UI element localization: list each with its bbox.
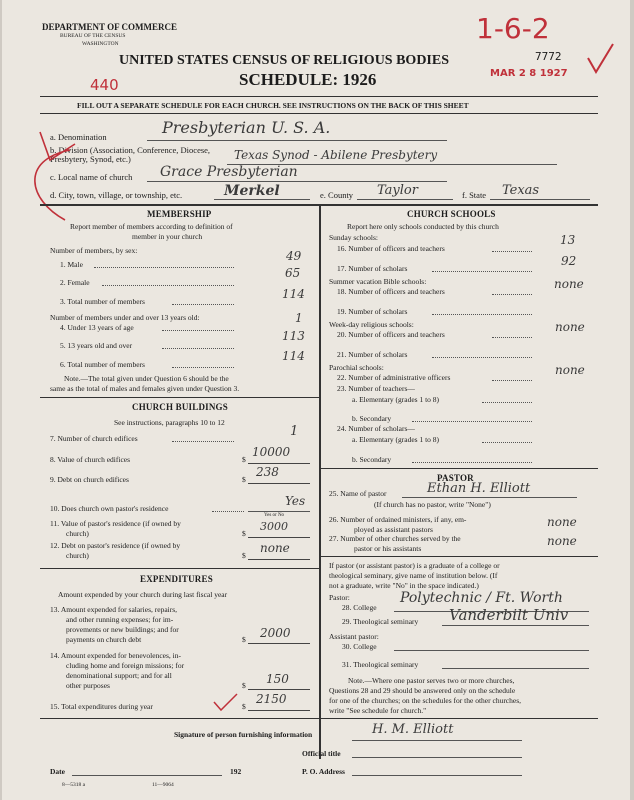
- q27-label-b: pastor or his assistants: [354, 544, 422, 553]
- q2-value: 65: [285, 266, 301, 280]
- official-title-label: Official title: [302, 749, 341, 758]
- q26-value: none: [547, 515, 577, 529]
- q18-label: 18. Number of officers and teachers: [337, 287, 445, 296]
- sunday-label: Sunday schools:: [329, 233, 378, 242]
- q14-label-b: cluding home and foreign missions; for: [66, 661, 185, 670]
- q13-label-b: and other running expenses; for im-: [66, 615, 174, 624]
- membership-note2: same as the total of males and females given under Question 3.: [50, 384, 240, 393]
- red-check-icon: [212, 692, 240, 714]
- by-sex-label: Number of members, by sex:: [50, 246, 138, 255]
- city-field-value: Merkel: [224, 183, 280, 199]
- division-value: Texas Synod - Abilene Presbytery: [234, 148, 438, 162]
- state-value: Texas: [502, 183, 540, 198]
- q28-value: Polytechnic / Ft. Worth: [400, 590, 563, 606]
- membership-heading: MEMBERSHIP: [147, 209, 212, 219]
- state-label: f. State: [462, 190, 487, 200]
- pastor-note-3: for one of the churches; on the schedules for the other churches,: [329, 696, 522, 705]
- q7-label: 7. Number of church edifices: [50, 434, 138, 443]
- q9-label: 9. Debt on church edifices: [50, 475, 129, 484]
- q25-note: (If church has no pastor, write "None"): [374, 500, 491, 509]
- q14-label-a: 14. Amount expended for benevolences, in-: [50, 651, 182, 660]
- denomination-value: Presbyterian U. S. A.: [162, 118, 331, 137]
- local-name-label: c. Local name of church: [50, 172, 133, 182]
- date-label: Date: [50, 767, 65, 776]
- q15-label: 15. Total expenditures during year: [50, 702, 153, 711]
- received-stamp-date: MAR 2 8 1927: [490, 68, 568, 79]
- q23b-label: b. Secondary: [352, 414, 392, 423]
- expenditures-heading: EXPENDITURES: [140, 574, 213, 584]
- q17-value: 92: [561, 254, 577, 268]
- q28-label: 28. College: [342, 603, 377, 612]
- q18-value: none: [554, 277, 584, 291]
- summer-label: Summer vacation Bible schools:: [329, 277, 427, 286]
- print-code: 11—9064: [152, 782, 174, 788]
- city-field-label: d. City, town, village, or township, etc.: [50, 190, 183, 200]
- handwritten-440: 440: [90, 76, 119, 94]
- q13-label-a: 13. Amount expended for salaries, repairs,: [50, 605, 178, 614]
- membership-note1: Note.—The total given under Question 6 should be the: [64, 374, 229, 383]
- yes-or-no-hint: Yes or No: [264, 513, 285, 518]
- pastor-note-2: Questions 28 and 29 should be answered only on the schedule: [329, 686, 516, 695]
- buildings-sub: See instructions, paragraphs 10 to 12: [114, 418, 225, 427]
- q10-value: Yes: [285, 494, 306, 508]
- q12-value: none: [260, 541, 290, 555]
- local-name-value: Grace Presbyterian: [160, 164, 298, 180]
- graduate-note-3: not a graduate, write "No" in the space indicated.): [329, 581, 479, 590]
- pastor-note-4: write "See schedule for church.": [329, 706, 427, 715]
- parochial-label: Parochial schools:: [329, 363, 384, 372]
- q27-label-a: 27. Number of other churches served by the: [329, 534, 461, 543]
- q24b-label: b. Secondary: [352, 455, 392, 464]
- q24-label: 24. Number of scholars—: [337, 424, 415, 433]
- county-value: Taylor: [377, 183, 418, 198]
- q5-label: 5. 13 years old and over: [60, 341, 133, 350]
- q27-value: none: [547, 534, 577, 548]
- q4-label: 4. Under 13 years of age: [60, 323, 134, 332]
- graduate-note-1: If pastor (or assistant pastor) is a graduate of a college or: [329, 561, 500, 570]
- dept-label: DEPARTMENT OF COMMERCE: [42, 22, 178, 32]
- q10-label: 10. Does church own pastor's residence: [50, 504, 169, 513]
- checkmark-icon: [586, 40, 616, 80]
- graduate-note-2: theological seminary, give name of institution below. (If: [329, 571, 498, 580]
- pastor-sublabel: Pastor:: [329, 593, 350, 602]
- q17-label: 17. Number of scholars: [337, 264, 408, 273]
- q8-value: 10000: [252, 445, 291, 459]
- q3-value: 114: [282, 287, 305, 301]
- city-label: WASHINGTON: [82, 41, 119, 47]
- q23-label: 23. Number of teachers—: [337, 384, 415, 393]
- membership-sub2: member in your church: [132, 232, 203, 241]
- county-label: e. County: [320, 190, 354, 200]
- handwritten-corner-code: 1-6-2: [476, 12, 550, 45]
- q3-label: 3. Total number of members: [60, 297, 145, 306]
- form-title: UNITED STATES CENSUS OF RELIGIOUS BODIES: [119, 53, 450, 68]
- schools-sub: Report here only schools conducted by this church: [347, 222, 499, 231]
- q19-label: 19. Number of scholars: [337, 307, 408, 316]
- q22-label: 22. Number of administrative officers: [337, 373, 451, 382]
- q12-label-b: church): [66, 551, 89, 560]
- pastor-note-1: Note.—Where one pastor serves two or more churches,: [348, 676, 515, 685]
- q14-label-c: denominational support; and for all: [66, 671, 172, 680]
- form-number: 8—5318 a: [62, 782, 86, 788]
- q30-label: 30. College: [342, 642, 377, 651]
- q26-label-b: ployed as assistant pastors: [354, 525, 433, 534]
- weekday-label: Week-day religious schools:: [329, 320, 414, 329]
- expenditures-sub: Amount expended by your church during last fiscal year: [58, 590, 228, 599]
- q16-label: 16. Number of officers and teachers: [337, 244, 445, 253]
- schools-heading: CHURCH SCHOOLS: [407, 209, 496, 219]
- pastor-heading: PASTOR: [437, 473, 474, 483]
- fill-instruction: FILL OUT A SEPARATE SCHEDULE FOR EACH CHURCH. SEE INSTRUCTIONS ON THE BACK OF THIS SHEET: [77, 101, 469, 110]
- signature-label: Signature of person furnishing information: [174, 730, 313, 739]
- q11-label-a: 11. Value of pastor's residence (if owned by: [50, 519, 181, 528]
- q5-value: 113: [282, 329, 305, 343]
- q9-value: 238: [256, 465, 279, 479]
- q22-value: none: [555, 363, 585, 377]
- schedule-title: SCHEDULE: 1926: [239, 70, 377, 89]
- q14-label-d: other purposes: [66, 681, 110, 690]
- q4-value: 1: [295, 311, 303, 325]
- q6-label: 6. Total number of members: [60, 360, 145, 369]
- q7-value: 1: [290, 424, 299, 439]
- q31-label: 31. Theological seminary: [342, 660, 419, 669]
- q13-label-c: provements or new buildings; and for: [66, 625, 179, 634]
- q6-value: 114: [282, 349, 305, 363]
- q1-value: 49: [286, 249, 302, 263]
- year-label: 192: [230, 767, 242, 776]
- po-address-label: P. O. Address: [302, 767, 345, 776]
- q8-label: 8. Value of church edifices: [50, 455, 131, 464]
- q26-label-a: 26. Number of ordained ministers, if any, em-: [329, 515, 467, 524]
- q15-value: 2150: [256, 692, 287, 706]
- q11-label-b: church): [66, 529, 89, 538]
- q1-label: 1. Male: [60, 260, 83, 269]
- signature-value: H. M. Elliott: [372, 722, 454, 737]
- membership-sub1: Report member of members according to definition of: [70, 222, 233, 231]
- q13-value: 2000: [260, 626, 291, 640]
- q13-label-d: payments on church debt: [66, 635, 142, 644]
- received-stamp-number: 7772: [535, 50, 562, 63]
- q21-label: 21. Number of scholars: [337, 350, 408, 359]
- q20-value: none: [555, 320, 585, 334]
- q11-value: 3000: [260, 520, 288, 533]
- bureau-label: BUREAU OF THE CENSUS: [60, 33, 126, 39]
- q16-value: 13: [560, 233, 576, 247]
- q2-label: 2. Female: [60, 278, 90, 287]
- under-over-label: Number of members under and over 13 years old:: [50, 313, 200, 322]
- q29-label: 29. Theological seminary: [342, 617, 419, 626]
- buildings-heading: CHURCH BUILDINGS: [132, 402, 228, 412]
- assistant-pastor-label: Assistant pastor:: [329, 632, 379, 641]
- q20-label: 20. Number of officers and teachers: [337, 330, 445, 339]
- q12-label-a: 12. Debt on pastor's residence (if owned by: [50, 541, 181, 550]
- division-label: b. Division (Association, Conference, Diocese, Presbytery, Synod, etc.): [50, 145, 211, 164]
- denomination-label: a. Denomination: [50, 132, 107, 142]
- q25-label: 25. Name of pastor: [329, 489, 387, 498]
- q14-value: 150: [266, 672, 289, 686]
- q24a-label: a. Elementary (grades 1 to 8): [352, 435, 440, 444]
- q25-value: Ethan H. Elliott: [427, 481, 531, 496]
- census-schedule-form: DEPARTMENT OF COMMERCE BUREAU OF THE CENSUS WASHINGTON UNITED STATES CENSUS OF RELIGIOUS BODIES SCHEDULE: 1926 440 1-6-2 7772 MAR 2 8 1927 FILL OUT A SEPARATE SCHEDULE FOR EACH CHURCH. SEE INSTRUCTIONS ON THE BACK OF THIS SHEET a. Denomination Presbyterian U. S. A. b. Division (Association, Conference, Diocese, Presbytery, Synod, etc.) Texas Synod - Abilene Presbytery c. Local name of church Grace Presbyterian d. City, town, village, or township, etc. Merkel e. County Taylor f. State Texas MEMBERSHIP Report member of members according to definition of member in your church Number of members, by sex: 1. Male 49 2. Female 65 3. Total number of members 114 Number of members under and over 13 years old: 4. Under 13 years of age 1 5. 13 years old and over 113 6. Total number of members 114 Note.—The total given under Question 6 should be the same as the total of males and females given under Question 3. CHURCH BUILDINGS See instructions, paragraphs 10 to 12 7. Number of church edifices 1 8. Value of church edifices $ 10000 9. Debt on church edifices $ 238 10. Does church own pastor's residence Yes Yes or No 11. Value of pastor's residence (if owned by church) $ 3000 12. Debt on pastor's residence (if owned by church) $ none EXPENDITURES Amount expended by your church during last fiscal year 13. Amount expended for salaries, repairs, and other running expenses; for im- provements or new buildings; and for payments on church debt $ 2000 14. Amount expended for benevolences, in- cluding home and foreign missions; for denominational support; and for all other purposes $ 150 15. Total expenditures during year $ 2150 CHURCH SCHOOLS Report here only schools conducted by this church Sunday schools: 16. Number of officers and teachers 13 17. Number of scholars 92 Summer vacation Bible schools: 18. Number of officers and teachers none 19. Number of scholars Week-day religious schools: 20. Number of officers and teachers none 21. Number of scholars Parochial schools: 22. Number of administrative officers none 23. Number of teachers— a. Elementary (grades 1 to 8) b. Secondary 24. Number of scholars— a. Elementary (grades 1 to 8) b. Secondary PASTOR 25. Name of pastor Ethan H. Elliott (If church has no pastor, write "None") 26. Number of ordained ministers, if any, em- ployed as assistant pastors none 27. Number of other churches served by the pastor or his assistants none If pastor (or assistant pastor) is a graduate of a college or theological seminary, give name of institution below. (If not a graduate, write "No" in the space indicated.) Pastor: 28. College Polytechnic / Ft. Worth 29. Theological seminary Vanderbilt Univ Assistant pastor: 30. College 31. Theological seminary Note.—Where one pastor serves two or more churches, Questions 28 and 29 should be answered only on the schedule for one of the churches; on the schedules for the other churches, write "See schedule for church." Signature of person furnishing information H. M. Elliott Official title Date 192 P. O. Address 8—5318 a 11—9064: [2, 0, 630, 800]
- red-bracket-mark: [10, 120, 80, 230]
- q23a-label: a. Elementary (grades 1 to 8): [352, 395, 440, 404]
- q29-value: Vanderbilt Univ: [449, 606, 569, 624]
